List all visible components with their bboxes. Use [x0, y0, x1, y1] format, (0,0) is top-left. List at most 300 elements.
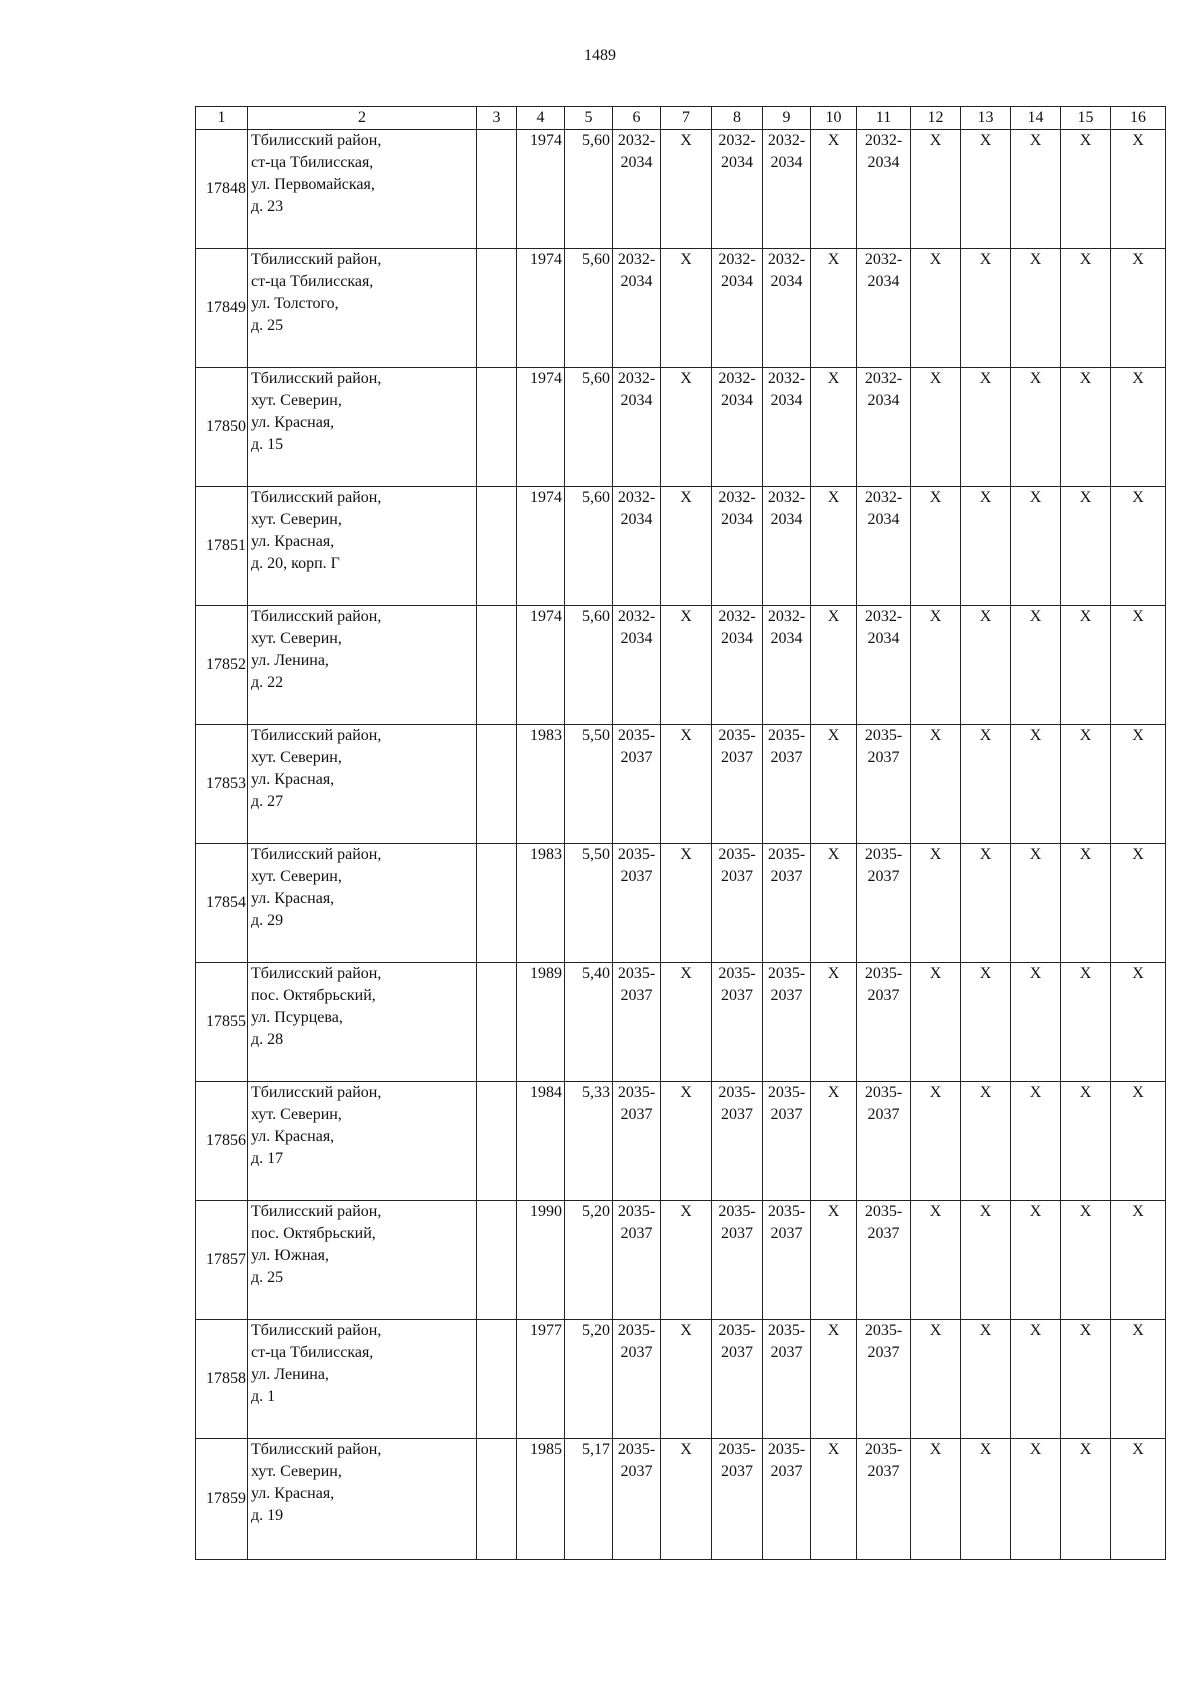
record-number: 17856 — [196, 1082, 248, 1201]
column-header: 1 — [196, 107, 248, 130]
year-cell: 1989 — [517, 963, 565, 1082]
period-line: 2037 — [721, 987, 753, 1004]
period-cell — [712, 487, 763, 606]
column-header: 7 — [661, 107, 712, 130]
x-mark-cell: X — [811, 1320, 857, 1439]
year-cell: 1990 — [517, 1201, 565, 1320]
period-line: 2035- — [617, 965, 656, 982]
x-mark-cell: X — [1111, 606, 1166, 725]
period-line: 2032- — [617, 370, 656, 387]
period-line: 2037 — [721, 868, 753, 885]
x-mark-cell: X — [961, 249, 1011, 368]
period-cell — [857, 130, 911, 249]
rate-cell: 5,20 — [565, 1320, 613, 1439]
period-line: 2035- — [617, 1322, 656, 1339]
period-line: 2032- — [718, 608, 756, 625]
address-cell — [248, 1082, 477, 1201]
record-number: 17857 — [196, 1201, 248, 1320]
period-line: 2037 — [721, 749, 753, 766]
x-mark-cell: X — [661, 1201, 712, 1320]
period-line: 2032- — [617, 608, 656, 625]
column-header: 10 — [811, 107, 857, 130]
period-line: 2032- — [767, 251, 806, 268]
table-row — [196, 1082, 1166, 1201]
record-number: 17855 — [196, 963, 248, 1082]
address-line: Тбилисский район, — [251, 608, 382, 625]
x-mark-cell: X — [811, 844, 857, 963]
period-cell — [763, 1082, 811, 1201]
address-line: ул. Южная, — [251, 1247, 329, 1264]
period-line: 2037 — [867, 1344, 900, 1361]
x-mark-cell: X — [1011, 368, 1061, 487]
column-3-cell — [477, 1082, 517, 1201]
period-cell — [712, 1439, 763, 1560]
address-cell — [248, 249, 477, 368]
period-line: 2037 — [867, 1463, 900, 1480]
x-mark-cell: X — [1011, 487, 1061, 606]
address-line: хут. Северин, — [251, 511, 342, 528]
year-cell: 1974 — [517, 487, 565, 606]
table-row — [196, 368, 1166, 487]
x-mark-cell: X — [661, 1320, 712, 1439]
period-line: 2032- — [864, 132, 903, 149]
x-mark-cell: X — [1111, 725, 1166, 844]
x-mark-cell: X — [1111, 1439, 1166, 1560]
address-line: д. 1 — [251, 1388, 276, 1405]
year-cell: 1974 — [517, 368, 565, 487]
address-line: ул. Красная, — [251, 771, 335, 788]
address-line: ул. Ленина, — [251, 1366, 329, 1383]
period-cell — [712, 368, 763, 487]
address-line: Тбилисский район, — [251, 965, 382, 982]
address-line: ст-ца Тбилисская, — [251, 154, 374, 171]
x-mark-cell: X — [1011, 606, 1061, 725]
period-cell — [613, 1439, 661, 1560]
x-mark-cell: X — [961, 1320, 1011, 1439]
x-mark-cell: X — [911, 1201, 961, 1320]
column-number-row — [196, 107, 1166, 130]
period-cell — [712, 130, 763, 249]
period-line: 2035- — [767, 1322, 806, 1339]
address-line: хут. Северин, — [251, 749, 342, 766]
period-cell — [613, 130, 661, 249]
x-mark-cell: X — [1061, 249, 1111, 368]
period-line: 2034 — [867, 511, 900, 528]
address-line: Тбилисский район, — [251, 1441, 382, 1458]
period-line: 2034 — [721, 154, 753, 171]
x-mark-cell: X — [911, 487, 961, 606]
period-cell — [712, 1320, 763, 1439]
column-3-cell — [477, 487, 517, 606]
address-line: д. 22 — [251, 674, 284, 691]
period-line: 2032- — [767, 608, 806, 625]
x-mark-cell: X — [811, 368, 857, 487]
column-header: 8 — [712, 107, 763, 130]
x-mark-cell: X — [1011, 725, 1061, 844]
period-line: 2034 — [721, 511, 753, 528]
x-mark-cell: X — [1061, 1082, 1111, 1201]
x-mark-cell: X — [911, 130, 961, 249]
period-line: 2037 — [721, 1106, 753, 1123]
period-line: 2035- — [767, 846, 806, 863]
address-line: ст-ца Тбилисская, — [251, 1344, 374, 1361]
address-line: д. 17 — [251, 1150, 284, 1167]
period-line: 2034 — [620, 154, 653, 171]
period-line: 2034 — [721, 392, 753, 409]
address-line: Тбилисский район, — [251, 1084, 382, 1101]
period-cell — [857, 1082, 911, 1201]
address-line: ул. Красная, — [251, 1128, 335, 1145]
period-cell — [763, 368, 811, 487]
period-line: 2035- — [767, 1084, 806, 1101]
record-number: 17850 — [196, 368, 248, 487]
address-line: хут. Северин, — [251, 1463, 342, 1480]
x-mark-cell: X — [961, 725, 1011, 844]
address-line: ул. Красная, — [251, 533, 335, 550]
rate-cell: 5,50 — [565, 844, 613, 963]
x-mark-cell: X — [911, 1320, 961, 1439]
address-cell — [248, 725, 477, 844]
address-line: д. 15 — [251, 436, 284, 453]
period-line: 2032- — [718, 251, 756, 268]
x-mark-cell: X — [1111, 368, 1166, 487]
year-cell: 1974 — [517, 130, 565, 249]
column-header: 14 — [1011, 107, 1061, 130]
column-3-cell — [477, 368, 517, 487]
x-mark-cell: X — [1011, 249, 1061, 368]
x-mark-cell: X — [661, 844, 712, 963]
x-mark-cell: X — [961, 368, 1011, 487]
column-3-cell — [477, 249, 517, 368]
x-mark-cell: X — [811, 1201, 857, 1320]
period-line: 2032- — [864, 489, 903, 506]
period-line: 2034 — [721, 273, 753, 290]
x-mark-cell: X — [661, 606, 712, 725]
period-cell — [763, 844, 811, 963]
address-line: ул. Красная, — [251, 890, 335, 907]
period-line: 2032- — [617, 489, 656, 506]
column-3-cell — [477, 963, 517, 1082]
period-line: 2037 — [867, 1106, 900, 1123]
period-cell — [763, 487, 811, 606]
period-line: 2037 — [620, 749, 653, 766]
period-line: 2032- — [617, 132, 656, 149]
period-line: 2034 — [620, 630, 653, 647]
period-cell — [613, 1201, 661, 1320]
address-cell — [248, 963, 477, 1082]
column-header: 9 — [763, 107, 811, 130]
period-cell — [857, 1201, 911, 1320]
address-line: Тбилисский район, — [251, 727, 382, 744]
column-3-cell — [477, 1439, 517, 1560]
period-line: 2035- — [617, 1084, 656, 1101]
x-mark-cell: X — [811, 249, 857, 368]
period-line: 2032- — [718, 132, 756, 149]
address-line: ул. Красная, — [251, 1485, 335, 1502]
period-cell — [613, 963, 661, 1082]
period-line: 2035- — [617, 1441, 656, 1458]
x-mark-cell: X — [1011, 1082, 1061, 1201]
address-line: хут. Северин, — [251, 868, 342, 885]
period-cell — [712, 606, 763, 725]
x-mark-cell: X — [661, 130, 712, 249]
table-row — [196, 1201, 1166, 1320]
address-line: д. 25 — [251, 317, 284, 334]
period-line: 2035- — [718, 1084, 756, 1101]
column-header: 6 — [613, 107, 661, 130]
period-line: 2037 — [770, 868, 803, 885]
period-line: 2035- — [864, 1322, 903, 1339]
column-3-cell — [477, 606, 517, 725]
period-line: 2032- — [718, 489, 756, 506]
year-cell: 1985 — [517, 1439, 565, 1560]
x-mark-cell: X — [811, 606, 857, 725]
period-cell — [857, 844, 911, 963]
period-line: 2037 — [770, 1225, 803, 1242]
period-cell — [763, 606, 811, 725]
address-line: Тбилисский район, — [251, 1322, 382, 1339]
address-line: д. 19 — [251, 1507, 284, 1524]
x-mark-cell: X — [961, 487, 1011, 606]
period-cell — [613, 725, 661, 844]
table-row — [196, 1320, 1166, 1439]
x-mark-cell: X — [1111, 1082, 1166, 1201]
year-cell: 1983 — [517, 725, 565, 844]
rate-cell: 5,60 — [565, 249, 613, 368]
rate-cell: 5,60 — [565, 487, 613, 606]
period-cell — [857, 487, 911, 606]
rate-cell: 5,50 — [565, 725, 613, 844]
period-cell — [857, 606, 911, 725]
year-cell: 1974 — [517, 249, 565, 368]
record-number: 17859 — [196, 1439, 248, 1560]
period-line: 2035- — [718, 846, 756, 863]
address-cell — [248, 1439, 477, 1560]
period-line: 2034 — [867, 630, 900, 647]
period-line: 2035- — [864, 727, 903, 744]
register-table — [195, 106, 1166, 1560]
x-mark-cell: X — [961, 130, 1011, 249]
table-body — [196, 107, 1166, 1560]
period-line: 2034 — [867, 392, 900, 409]
period-line: 2032- — [864, 251, 903, 268]
period-cell — [712, 1082, 763, 1201]
x-mark-cell: X — [1061, 963, 1111, 1082]
address-line: хут. Северин, — [251, 1106, 342, 1123]
period-line: 2037 — [620, 868, 653, 885]
column-header: 3 — [477, 107, 517, 130]
period-line: 2032- — [767, 489, 806, 506]
address-cell — [248, 1201, 477, 1320]
x-mark-cell: X — [1061, 1439, 1111, 1560]
period-line: 2037 — [620, 1225, 653, 1242]
x-mark-cell: X — [661, 249, 712, 368]
period-cell — [613, 368, 661, 487]
x-mark-cell: X — [1011, 844, 1061, 963]
period-cell — [613, 1082, 661, 1201]
year-cell: 1983 — [517, 844, 565, 963]
address-line: ул. Первомайская, — [251, 176, 375, 193]
address-line: д. 23 — [251, 198, 284, 215]
x-mark-cell: X — [1061, 487, 1111, 606]
address-line: Тбилисский район, — [251, 1203, 382, 1220]
address-cell — [248, 844, 477, 963]
period-cell — [763, 725, 811, 844]
address-line: ул. Красная, — [251, 414, 335, 431]
address-line: д. 20, корп. Г — [251, 555, 340, 572]
period-cell — [857, 725, 911, 844]
column-header: 16 — [1111, 107, 1166, 130]
record-number: 17858 — [196, 1320, 248, 1439]
period-cell — [857, 1439, 911, 1560]
x-mark-cell: X — [1061, 606, 1111, 725]
x-mark-cell: X — [1111, 130, 1166, 249]
table-row — [196, 606, 1166, 725]
column-header: 2 — [248, 107, 477, 130]
column-3-cell — [477, 844, 517, 963]
period-cell — [613, 487, 661, 606]
address-cell — [248, 130, 477, 249]
x-mark-cell: X — [1011, 1320, 1061, 1439]
address-line: д. 29 — [251, 912, 284, 929]
period-line: 2034 — [770, 511, 803, 528]
period-cell — [613, 1320, 661, 1439]
page-number: 1489 — [584, 47, 616, 64]
x-mark-cell: X — [1011, 1201, 1061, 1320]
table-row — [196, 844, 1166, 963]
record-number: 17848 — [196, 130, 248, 249]
period-line: 2034 — [867, 273, 900, 290]
x-mark-cell: X — [961, 1439, 1011, 1560]
period-line: 2034 — [620, 511, 653, 528]
x-mark-cell: X — [661, 725, 712, 844]
column-header: 4 — [517, 107, 565, 130]
x-mark-cell: X — [911, 368, 961, 487]
period-cell — [763, 1201, 811, 1320]
address-cell — [248, 487, 477, 606]
address-line: Тбилисский район, — [251, 846, 382, 863]
column-3-cell — [477, 725, 517, 844]
address-line: ул. Ленина, — [251, 652, 329, 669]
period-line: 2037 — [770, 987, 803, 1004]
period-line: 2034 — [770, 273, 803, 290]
record-number: 17853 — [196, 725, 248, 844]
address-cell — [248, 368, 477, 487]
x-mark-cell: X — [1061, 1320, 1111, 1439]
table-row — [196, 487, 1166, 606]
record-number: 17849 — [196, 249, 248, 368]
period-cell — [712, 725, 763, 844]
address-cell — [248, 1320, 477, 1439]
x-mark-cell: X — [1111, 487, 1166, 606]
record-number: 17852 — [196, 606, 248, 725]
x-mark-cell: X — [1111, 844, 1166, 963]
x-mark-cell: X — [911, 844, 961, 963]
period-line: 2037 — [770, 749, 803, 766]
x-mark-cell: X — [961, 844, 1011, 963]
period-line: 2035- — [864, 846, 903, 863]
x-mark-cell: X — [811, 963, 857, 1082]
period-line: 2034 — [620, 392, 653, 409]
year-cell: 1974 — [517, 606, 565, 725]
record-number: 17854 — [196, 844, 248, 963]
x-mark-cell: X — [961, 963, 1011, 1082]
column-header: 15 — [1061, 107, 1111, 130]
period-line: 2035- — [767, 965, 806, 982]
x-mark-cell: X — [1061, 725, 1111, 844]
period-line: 2037 — [721, 1344, 753, 1361]
x-mark-cell: X — [1011, 130, 1061, 249]
address-line: Тбилисский район, — [251, 370, 382, 387]
period-cell — [763, 1439, 811, 1560]
rate-cell: 5,40 — [565, 963, 613, 1082]
x-mark-cell: X — [811, 130, 857, 249]
x-mark-cell: X — [1061, 130, 1111, 249]
period-line: 2032- — [617, 251, 656, 268]
period-cell — [857, 963, 911, 1082]
x-mark-cell: X — [1011, 963, 1061, 1082]
x-mark-cell: X — [961, 606, 1011, 725]
rate-cell: 5,60 — [565, 368, 613, 487]
period-line: 2037 — [867, 987, 900, 1004]
period-line: 2032- — [767, 132, 806, 149]
period-line: 2035- — [617, 846, 656, 863]
period-cell — [613, 606, 661, 725]
period-cell — [712, 249, 763, 368]
period-line: 2037 — [770, 1463, 803, 1480]
address-line: Тбилисский район, — [251, 132, 382, 149]
period-line: 2034 — [721, 630, 753, 647]
address-cell — [248, 606, 477, 725]
x-mark-cell: X — [661, 963, 712, 1082]
address-line: ст-ца Тбилисская, — [251, 273, 374, 290]
x-mark-cell: X — [1061, 844, 1111, 963]
address-line: д. 25 — [251, 1269, 284, 1286]
table-row — [196, 963, 1166, 1082]
period-line: 2034 — [620, 273, 653, 290]
period-line: 2034 — [770, 154, 803, 171]
x-mark-cell: X — [961, 1201, 1011, 1320]
address-line: ул. Псурцева, — [251, 1009, 343, 1026]
period-line: 2037 — [721, 1463, 753, 1480]
period-cell — [763, 1320, 811, 1439]
period-line: 2037 — [770, 1106, 803, 1123]
rate-cell: 5,20 — [565, 1201, 613, 1320]
period-cell — [712, 963, 763, 1082]
period-line: 2035- — [718, 1322, 756, 1339]
column-3-cell — [477, 1320, 517, 1439]
period-line: 2037 — [620, 1106, 653, 1123]
period-line: 2037 — [867, 868, 900, 885]
column-header: 12 — [911, 107, 961, 130]
rate-cell: 5,60 — [565, 606, 613, 725]
x-mark-cell: X — [1111, 1201, 1166, 1320]
address-line: д. 28 — [251, 1031, 284, 1048]
period-line: 2037 — [721, 1225, 753, 1242]
x-mark-cell: X — [661, 1082, 712, 1201]
column-header: 11 — [857, 107, 911, 130]
x-mark-cell: X — [911, 606, 961, 725]
period-cell — [613, 844, 661, 963]
period-line: 2037 — [770, 1344, 803, 1361]
table-row — [196, 249, 1166, 368]
x-mark-cell: X — [1061, 368, 1111, 487]
period-cell — [712, 1201, 763, 1320]
column-header: 13 — [961, 107, 1011, 130]
x-mark-cell: X — [811, 1082, 857, 1201]
period-cell — [712, 844, 763, 963]
period-cell — [613, 249, 661, 368]
